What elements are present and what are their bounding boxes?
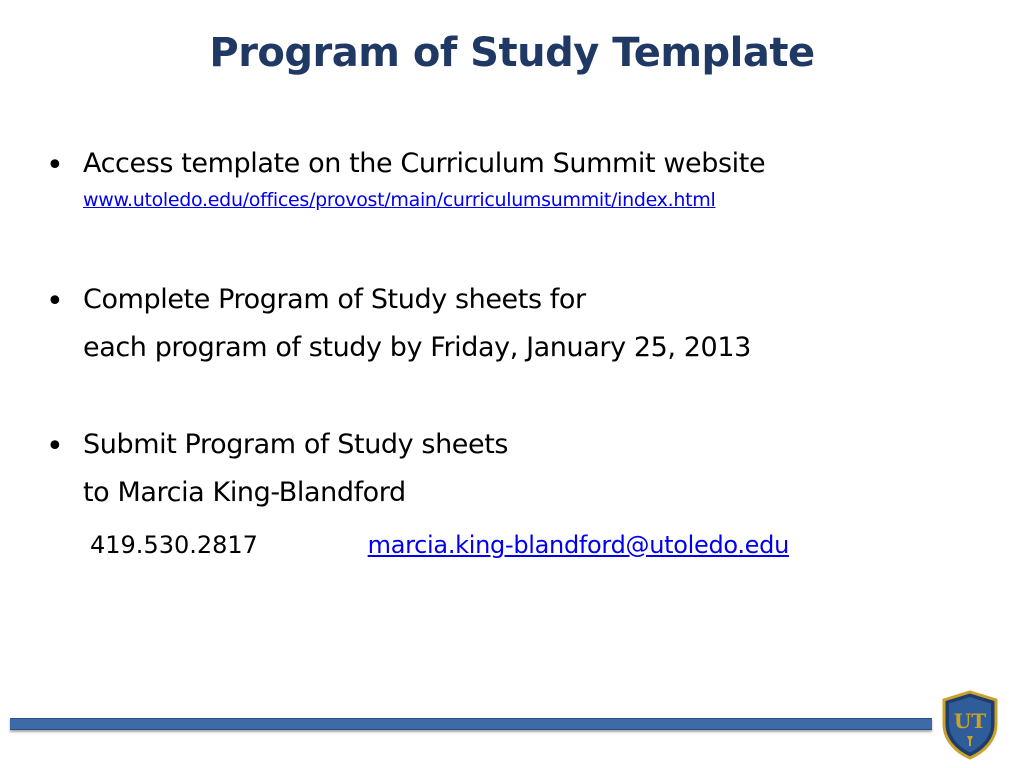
- email-link[interactable]: marcia.king-blandford@utoledo.edu: [367, 531, 789, 559]
- bullet-dot-icon: •: [46, 148, 64, 183]
- footer-bar: [10, 718, 932, 730]
- bullet-text: each program of study by Friday, January 25, 2013: [83, 332, 751, 363]
- bullet-dot-icon: •: [46, 429, 64, 464]
- bullet-text: Submit Program of Study sheets: [83, 429, 509, 460]
- curriculum-summit-link[interactable]: www.utoledo.edu/offices/provost/main/curriculumsummit/index.html: [83, 189, 716, 211]
- bullet-item-3: [46, 421, 1006, 517]
- bullet-text: Complete Program of Study sheets for: [83, 284, 586, 315]
- bullet-dot-icon: •: [46, 284, 64, 319]
- bullet-item-2: [46, 276, 1006, 372]
- logo-text: UT: [953, 709, 987, 733]
- phone-number: 419.530.2817: [90, 531, 258, 559]
- slide-title: Program of Study Template: [209, 30, 815, 76]
- bullet-item-1: [46, 140, 1006, 212]
- university-shield-icon: [940, 690, 1000, 760]
- bullet-text: to Marcia King-Blandford: [83, 477, 406, 508]
- contact-info: [90, 528, 789, 562]
- bullet-text: Access template on the Curriculum Summit website: [83, 148, 766, 179]
